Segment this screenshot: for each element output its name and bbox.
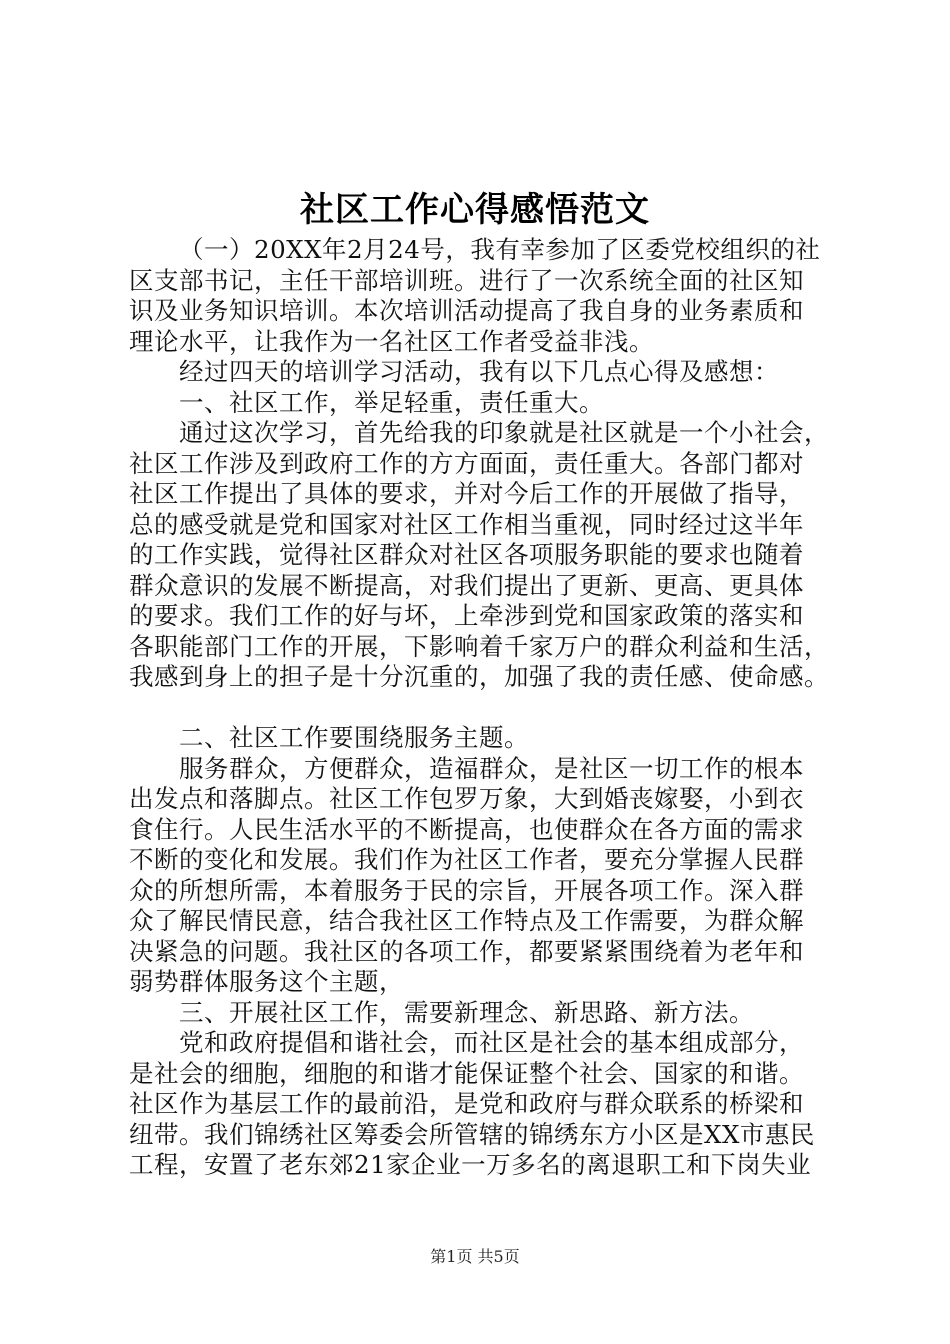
text-line: 食住行。人民生活水平的不断提高，也使群众在各方面的需求: [129, 814, 804, 844]
text-line: 纽带。我们锦绣社区筹委会所管辖的锦绣东方小区是XX市惠民: [129, 1119, 815, 1149]
text-line: 识及业务知识培训。本次培训活动提高了我自身的业务素质和: [129, 296, 804, 325]
text-line: 出发点和落脚点。社区工作包罗万象，大到婚丧嫁娶，小到衣: [129, 784, 804, 813]
text-line: 社区工作涉及到政府工作的方方面面，责任重大。各部门都对: [129, 448, 804, 478]
text-line: 弱势群体服务这个主题，: [129, 967, 404, 996]
section-heading: 一、社区工作，举足轻重，责任重大。: [179, 387, 604, 417]
section-heading: 二、社区工作要围绕服务主题。: [179, 723, 529, 752]
text-line: 是社会的细胞，细胞的和谐才能保证整个社会、国家的和谐。: [129, 1058, 804, 1088]
text-line: 各职能部门工作的开展，下影响着千家万户的群众利益和生活，: [129, 631, 829, 661]
section-heading: 三、开展社区工作，需要新理念、新思路、新方法。: [179, 997, 754, 1027]
text-line: 的工作实践，觉得社区群众对社区各项服务职能的要求也随着: [129, 540, 804, 569]
text-line: 决紧急的问题。我社区的各项工作，都要紧紧围绕着为老年和: [129, 936, 804, 966]
text-line: 的要求。我们工作的好与坏，上牵涉到党和国家政策的落实和: [129, 601, 804, 630]
text-line: 众的所想所需，本着服务于民的宗旨，开展各项工作。深入群: [129, 875, 804, 905]
document-title: 社区工作心得感悟范文: [300, 190, 650, 230]
text-line: 众了解民情民意，结合我社区工作特点及工作需要，为群众解: [129, 906, 804, 935]
page-indicator: 第1页 共5页: [430, 1247, 520, 1266]
text-line: 总的感受就是党和国家对社区工作相当重视，同时经过这半年: [129, 509, 804, 539]
text-line: 工程，安置了老东郊21家企业一万多名的离退职工和下岗失业: [129, 1150, 812, 1179]
text-line: （一）20XX年2月24号，我有幸参加了区委党校组织的社: [179, 235, 821, 264]
text-line: 理论水平，让我作为一名社区工作者受益非浅。: [129, 326, 654, 356]
paragraph-spacer: [129, 693, 834, 724]
text-line: 社区工作提出了具体的要求，并对今后工作的开展做了指导，: [129, 479, 804, 508]
document-body: [129, 235, 834, 1181]
text-line: 区支部书记，主任干部培训班。进行了一次系统全面的社区知: [129, 265, 804, 295]
text-line: 党和政府提倡和谐社会，而社区是社会的基本组成部分，: [179, 1028, 804, 1057]
text-line: 通过这次学习，首先给我的印象就是社区就是一个小社会，: [179, 418, 829, 447]
text-line: 我感到身上的担子是十分沉重的，加强了我的责任感、使命感。: [129, 662, 829, 691]
text-line: 服务群众，方便群众，造福群众，是社区一切工作的根本: [179, 753, 804, 783]
text-line: 不断的变化和发展。我们作为社区工作者，要充分掌握人民群: [129, 845, 804, 874]
text-line: 经过四天的培训学习活动，我有以下几点心得及感想：: [179, 357, 779, 386]
text-line: 社区作为基层工作的最前沿，是党和政府与群众联系的桥梁和: [129, 1089, 804, 1118]
text-line: 群众意识的发展不断提高，对我们提出了更新、更高、更具体: [129, 570, 804, 600]
